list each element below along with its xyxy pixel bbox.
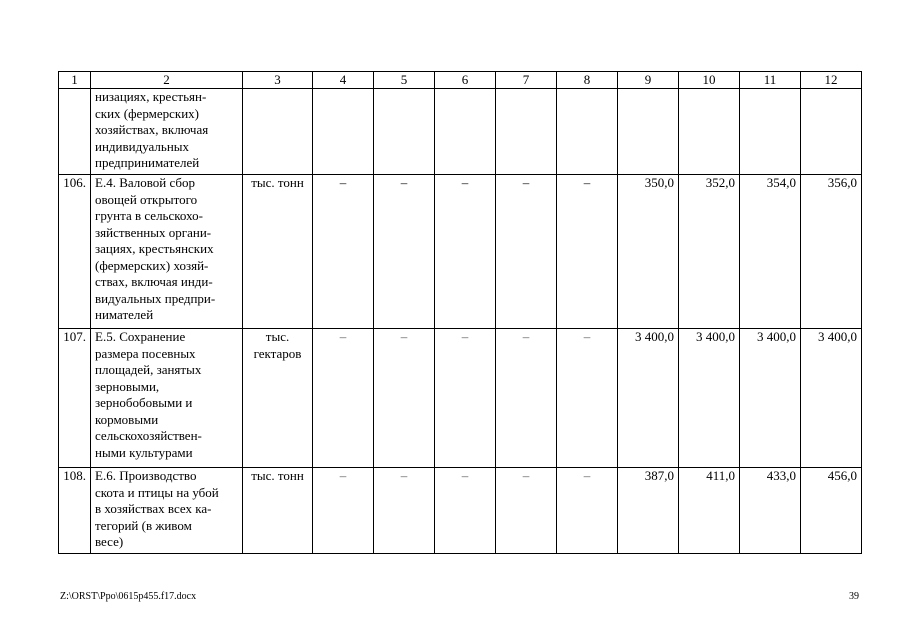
text-line: весе): [95, 534, 124, 549]
unit-cell: тыс. тонн: [243, 468, 313, 554]
value-cell: 456,0: [801, 468, 862, 554]
value-cell: –: [313, 329, 374, 468]
table-row: [59, 329, 862, 468]
column-header: 10: [679, 72, 740, 89]
value-cell: –: [374, 329, 435, 468]
column-header: 3: [243, 72, 313, 89]
value-cell: 356,0: [801, 175, 862, 329]
table-row: [59, 175, 862, 329]
table-row: [59, 89, 862, 175]
text-line: гектаров: [253, 345, 302, 361]
indicator-name: [91, 468, 243, 554]
value-cell: [435, 89, 496, 175]
page-number: 39: [849, 591, 859, 602]
row-number: [59, 89, 91, 175]
value-cell: [618, 89, 679, 175]
indicator-name: [91, 89, 243, 175]
value-cell: 3 400,0: [618, 329, 679, 468]
value-cell: –: [435, 468, 496, 554]
value-cell: 352,0: [679, 175, 740, 329]
text-line: размера посевных: [95, 345, 196, 361]
value-cell: –: [435, 175, 496, 329]
text-line: в хозяйствах всех ка-: [95, 501, 212, 516]
value-cell: [740, 89, 801, 175]
value-cell: –: [557, 329, 618, 468]
text-line: зяйственных органи-: [95, 224, 212, 240]
unit-cell: [243, 329, 313, 468]
unit-cell: тыс. тонн: [243, 175, 313, 329]
text-line: низациях, крестьян-: [95, 89, 207, 104]
text-line: грунта в сельскохо-: [95, 208, 203, 223]
text-line: скота и птицы на убой: [95, 484, 219, 500]
column-header: 6: [435, 72, 496, 89]
text-line: хозяйствах, включая: [95, 122, 209, 137]
text-line: нимателей: [95, 307, 154, 322]
text-line: (фермерских) хозяй-: [95, 257, 209, 273]
value-cell: –: [374, 175, 435, 329]
value-cell: –: [557, 468, 618, 554]
value-cell: –: [313, 468, 374, 554]
value-cell: 3 400,0: [740, 329, 801, 468]
text-line: предпринимателей: [95, 155, 200, 170]
column-header: 7: [496, 72, 557, 89]
text-line: кормовыми: [95, 411, 159, 427]
value-cell: –: [496, 175, 557, 329]
value-cell: [496, 89, 557, 175]
indicator-name: [91, 175, 243, 329]
text-line: видуальных предпри-: [95, 290, 216, 306]
header-row: [59, 72, 862, 89]
value-cell: [313, 89, 374, 175]
text-line: овощей открытого: [95, 191, 198, 207]
text-line: Е.4. Валовой сбор: [95, 175, 196, 190]
text-line: индивидуальных: [95, 138, 190, 154]
value-cell: 3 400,0: [801, 329, 862, 468]
text-line: площадей, занятых: [95, 362, 202, 377]
column-header: 12: [801, 72, 862, 89]
value-cell: [801, 89, 862, 175]
row-number: 108.: [59, 468, 91, 554]
value-cell: 350,0: [618, 175, 679, 329]
unit-cell: [243, 89, 313, 175]
value-cell: –: [374, 468, 435, 554]
text-line: Е.6. Производство: [95, 468, 197, 483]
value-cell: –: [496, 468, 557, 554]
text-line: тегорий (в живом: [95, 517, 192, 533]
value-cell: 3 400,0: [679, 329, 740, 468]
text-line: зернобобовыми и: [95, 395, 193, 410]
text-line: ствах, включая инди-: [95, 274, 213, 289]
value-cell: 411,0: [679, 468, 740, 554]
text-line: сельскохозяйствен-: [95, 428, 202, 443]
data-table: [58, 71, 862, 554]
value-cell: –: [557, 175, 618, 329]
value-cell: 354,0: [740, 175, 801, 329]
column-header: 5: [374, 72, 435, 89]
table-row: [59, 468, 862, 554]
value-cell: [374, 89, 435, 175]
text-line: зациях, крестьянских: [95, 241, 214, 256]
text-line: зерновыми,: [95, 378, 160, 394]
text-line: Е.5. Сохранение: [95, 329, 186, 344]
document-path: Z:\ORST\Ppo\0615p455.f17.docx: [60, 591, 197, 602]
text-line: ских (фермерских): [95, 105, 199, 121]
column-header: 9: [618, 72, 679, 89]
column-header: 1: [59, 72, 91, 89]
row-number: 106.: [59, 175, 91, 329]
column-header: 2: [91, 72, 243, 89]
text-line: ными культурами: [95, 444, 193, 460]
indicator-name: [91, 329, 243, 468]
value-cell: [557, 89, 618, 175]
value-cell: [679, 89, 740, 175]
text-line: тыс.: [265, 329, 290, 344]
value-cell: –: [313, 175, 374, 329]
row-number: 107.: [59, 329, 91, 468]
column-header: 4: [313, 72, 374, 89]
value-cell: –: [496, 329, 557, 468]
column-header: 11: [740, 72, 801, 89]
column-header: 8: [557, 72, 618, 89]
value-cell: –: [435, 329, 496, 468]
value-cell: 433,0: [740, 468, 801, 554]
value-cell: 387,0: [618, 468, 679, 554]
